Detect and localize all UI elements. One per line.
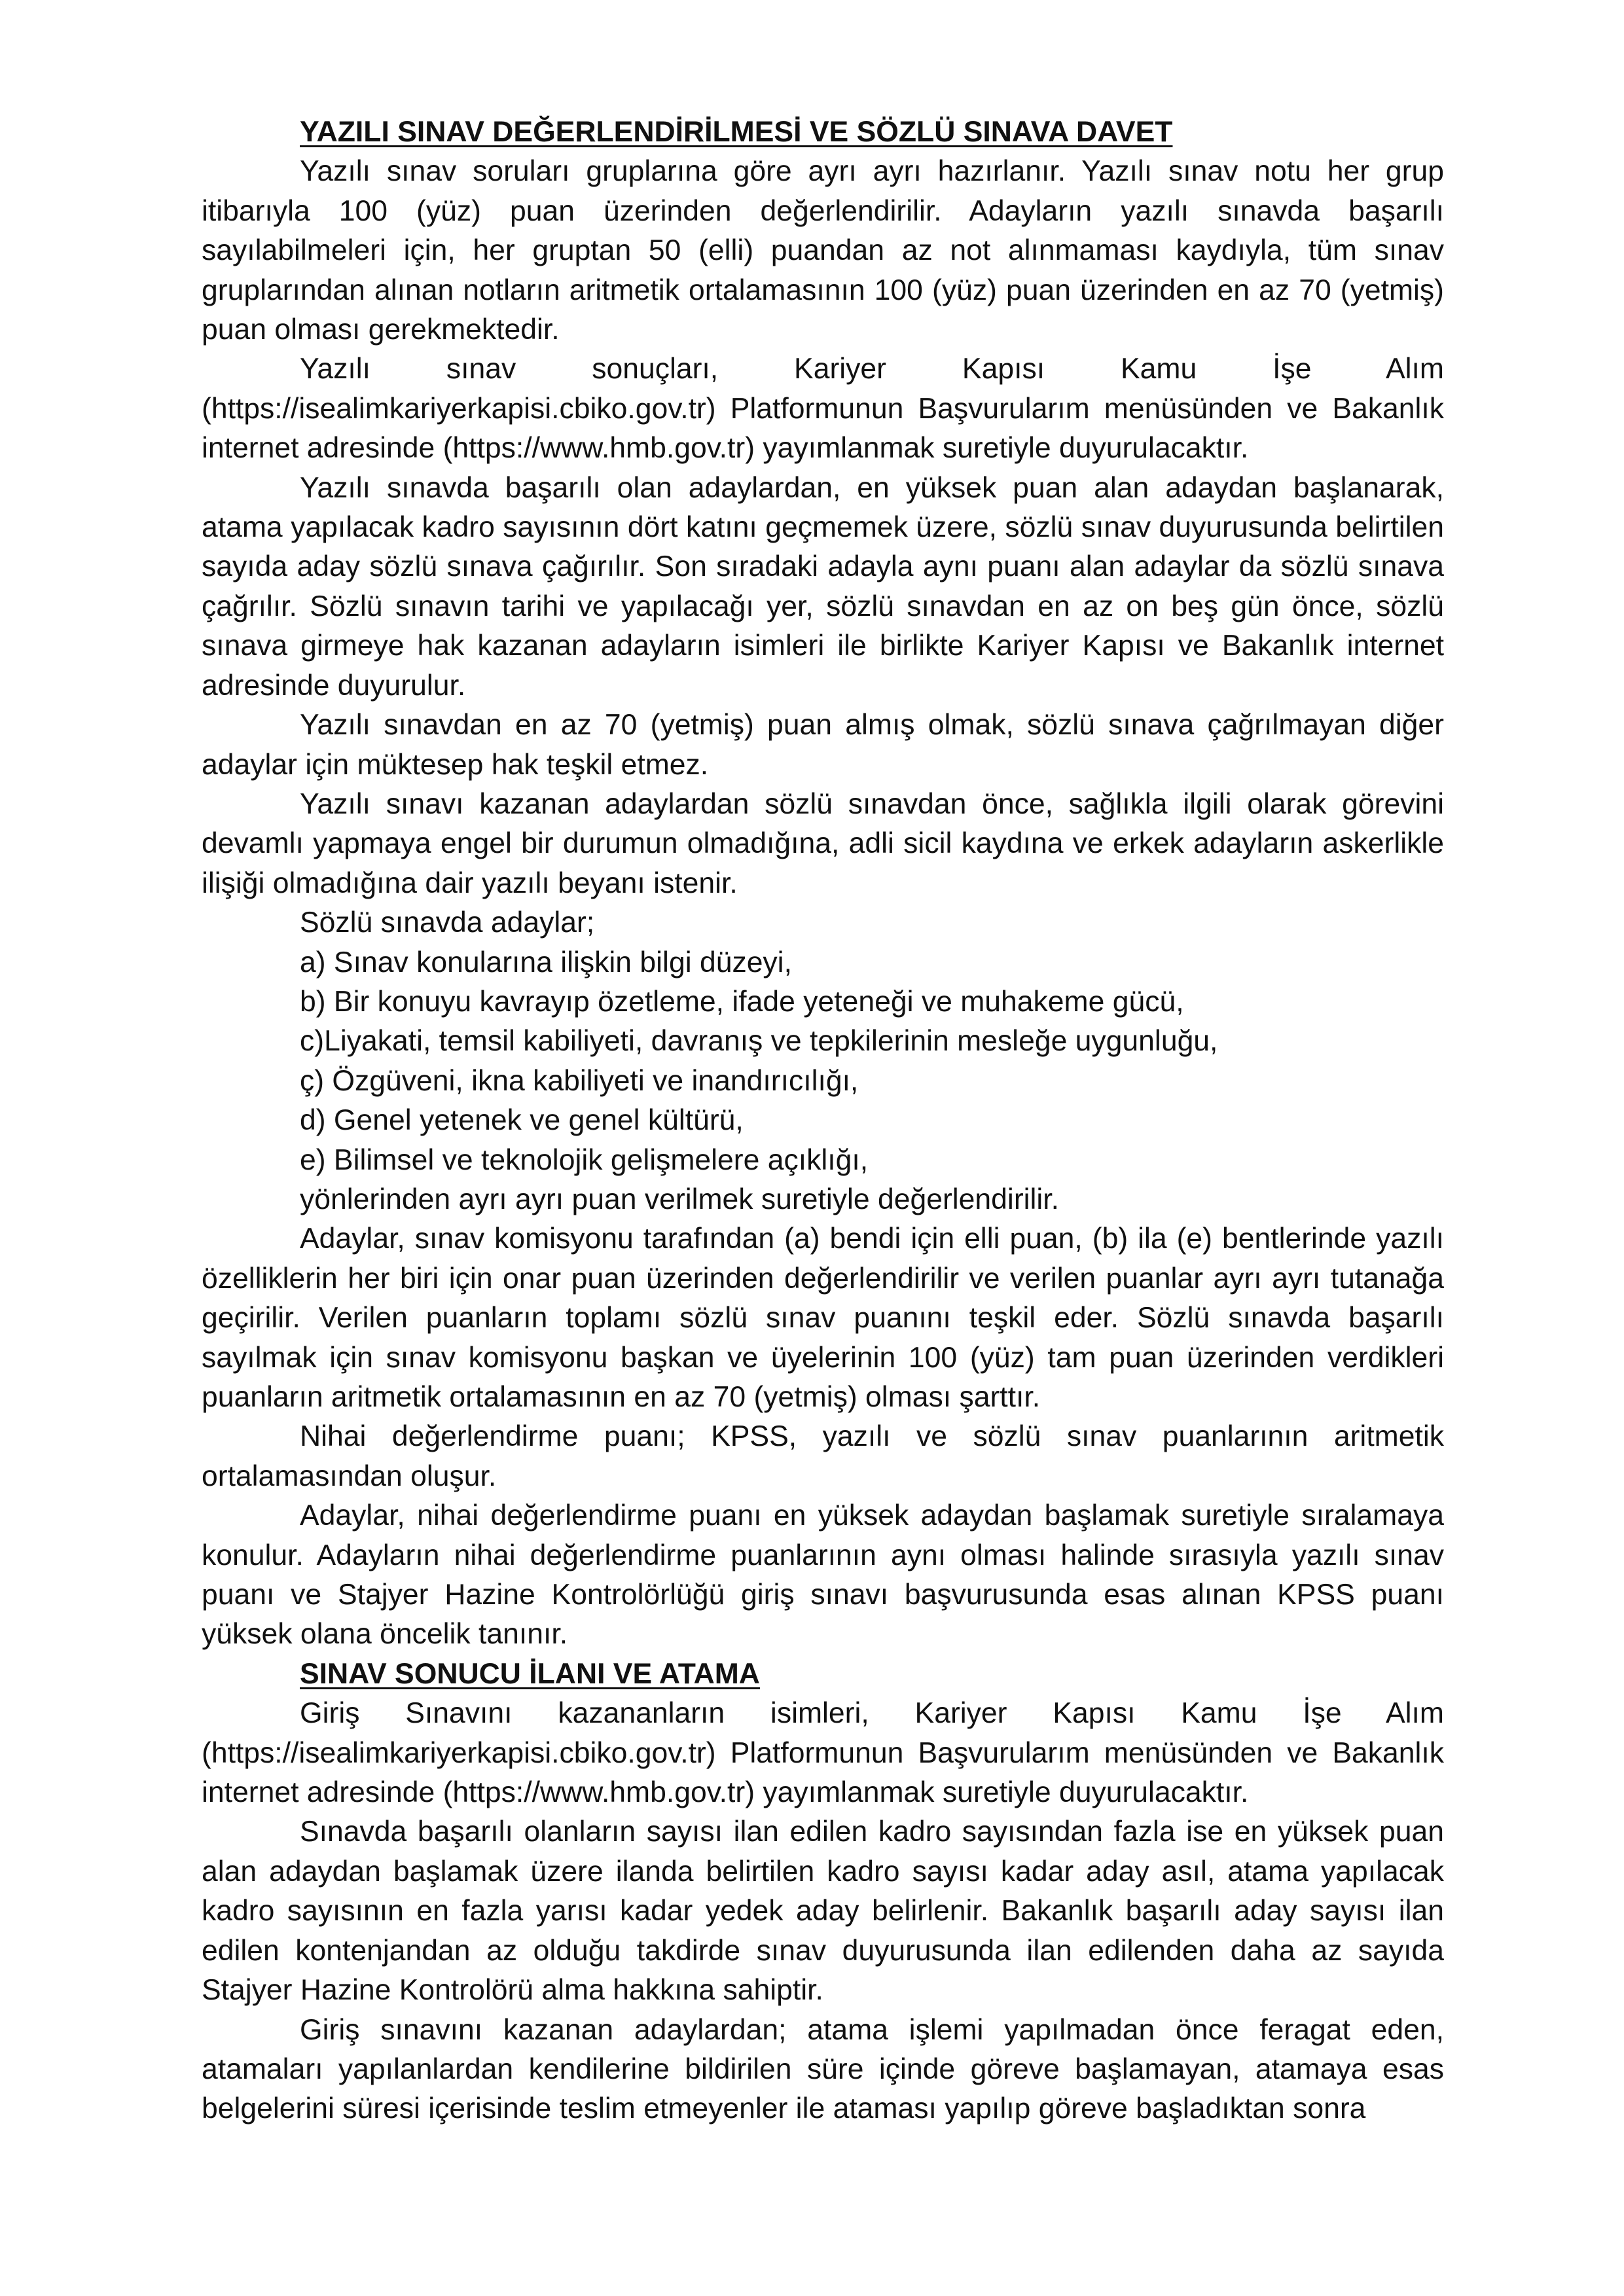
list-intro: Sözlü sınavda adaylar;	[300, 906, 595, 939]
list-item: ç) Özgüveni, ikna kabiliyeti ve inandırıcılığı,	[300, 1064, 859, 1097]
paragraph: Yazılı sınavda başarılı olan adaylardan, en yüksek puan alan adaydan başlanarak, atama yapılacak kadro sayısının dört katını geçmemek üzere, sözlü sınav duyurusunda belirtilen sayıda aday sözlü sınava çağırılır. Son sıradaki adayla aynı puanı alan adaylar da sözlü sınava çağrılır. Sözlü sınavın tarihi ve yapılacağı yer, sözlü sınavdan en az on beş gün önce, sözlü sınava girmeye hak kazanan adayların isimleri ile birlikte Kariyer Kapısı ve Bakanlık internet adresinde duyurulur.	[202, 471, 1444, 702]
section-heading-written-exam: YAZILI SINAV DEĞERLENDİRİLMESİ VE SÖZLÜ SINAVA DAVET	[300, 116, 1173, 148]
paragraph: Sınavda başarılı olanların sayısı ilan edilen kadro sayısından fazla ise en yüksek puan alan adaydan başlamak üzere ilanda belirtilen kadro sayısı kadar aday asıl, atama yapılacak kadro sayısının en fazla yarısı kadar yedek aday belirlenir. Bakanlık başarılı aday sayısı ilan edilen kontenjandan az olduğu takdirde sınav duyurusunda ilan edilenden daha az sayıda Stajyer Hazine Kontrolörü alma hakkına sahiptir.	[202, 1816, 1444, 2007]
document-page	[202, 113, 1444, 2129]
paragraph: Adaylar, nihai değerlendirme puanı en yüksek adaydan başlamak suretiyle sıralamaya konulur. Adayların nihai değerlendirme puanlarının aynı olması halinde sırasıyla yazılı sınav puanı ve Stajyer Hazine Kontrolörlüğü giriş sınavı başvurusunda esas alınan KPSS puanı yüksek olana öncelik tanınır.	[202, 1499, 1444, 1651]
paragraph: Yazılı sınavdan en az 70 (yetmiş) puan almış olmak, sözlü sınava çağrılmayan diğer adaylar için müktesep hak teşkil etmez.	[202, 709, 1444, 781]
list-item: a) Sınav konularına ilişkin bilgi düzeyi,	[300, 946, 792, 978]
list-item: d) Genel yetenek ve genel kültürü,	[300, 1104, 744, 1137]
paragraph: Giriş Sınavını kazananların isimleri, Kariyer Kapısı Kamu İşe Alım (https://isealimkariyerkapisi.cbiko.gov.tr) Platformunun Başvurularım menüsünden ve Bakanlık internet adresinde (https://www.hmb.gov.tr) yayımlanmak suretiyle duyurulacaktır.	[202, 1697, 1444, 1809]
list-item: c)Liyakati, temsil kabiliyeti, davranış ve tepkilerinin mesleğe uygunluğu,	[300, 1025, 1218, 1058]
paragraph: Yazılı sınav soruları gruplarına göre ayrı ayrı hazırlanır. Yazılı sınav notu her grup itibarıyla 100 (yüz) puan üzerinden değerlendirilir. Adayların yazılı sınavda başarılı sayılabilmeleri için, her gruptan 50 (elli) puandan az not alınmaması kaydıyla, tüm sınav gruplarından alınan notların aritmetik ortalamasının 100 (yüz) puan üzerinden en az 70 (yetmiş) puan olması gerekmektedir.	[202, 155, 1444, 346]
list-outro: yönlerinden ayrı ayrı puan verilmek suretiyle değerlendirilir.	[300, 1183, 1060, 1215]
paragraph: Yazılı sınav sonuçları, Kariyer Kapısı Kamu İşe Alım (https://isealimkariyerkapisi.cbiko.gov.tr) Platformunun Başvurularım menüsünden ve Bakanlık internet adresinde (https://www.hmb.gov.tr) yayımlanmak suretiyle duyurulacaktır.	[202, 353, 1444, 465]
paragraph: Adaylar, sınav komisyonu tarafından (a) bendi için elli puan, (b) ila (e) bentlerinde yazılı özelliklerin her biri için onar puan üzerinden değerlendirilir ve verilen puanlar ayrı ayrı tutanağa geçirilir. Verilen puanların toplamı sözlü sınav puanını teşkil eder. Sözlü sınavda başarılı sayılmak için sınav komisyonu başkan ve üyelerinin 100 (yüz) tam puan üzerinden verdikleri puanların aritmetik ortalamasının en az 70 (yetmiş) olması şarttır.	[202, 1223, 1444, 1413]
paragraph: Yazılı sınavı kazanan adaylardan sözlü sınavdan önce, sağlıkla ilgili olarak görevini devamlı yapmaya engel bir durumun olmadığına, adli sicil kaydına ve erkek adayların askerlikle ilişiği olmadığına dair yazılı beyanı istenir.	[202, 787, 1444, 899]
paragraph: Giriş sınavını kazanan adaylardan; atama işlemi yapılmadan önce feragat eden, atamaları yapılanlardan kendilerine bildirilen süre içinde göreve başlamayan, atamaya esas belgelerini süresi içerisinde teslim etmeyenler ile ataması yapılıp göreve başladıktan sonra	[202, 2013, 1444, 2125]
list-item: b) Bir konuyu kavrayıp özetleme, ifade yeteneği ve muhakeme gücü,	[300, 985, 1184, 1018]
section-heading-results: SINAV SONUCU İLANI VE ATAMA	[300, 1657, 760, 1690]
paragraph: Nihai değerlendirme puanı; KPSS, yazılı ve sözlü sınav puanlarının aritmetik ortalamasından oluşur.	[202, 1420, 1444, 1492]
list-item: e) Bilimsel ve teknolojik gelişmelere açıklığı,	[300, 1143, 869, 1176]
